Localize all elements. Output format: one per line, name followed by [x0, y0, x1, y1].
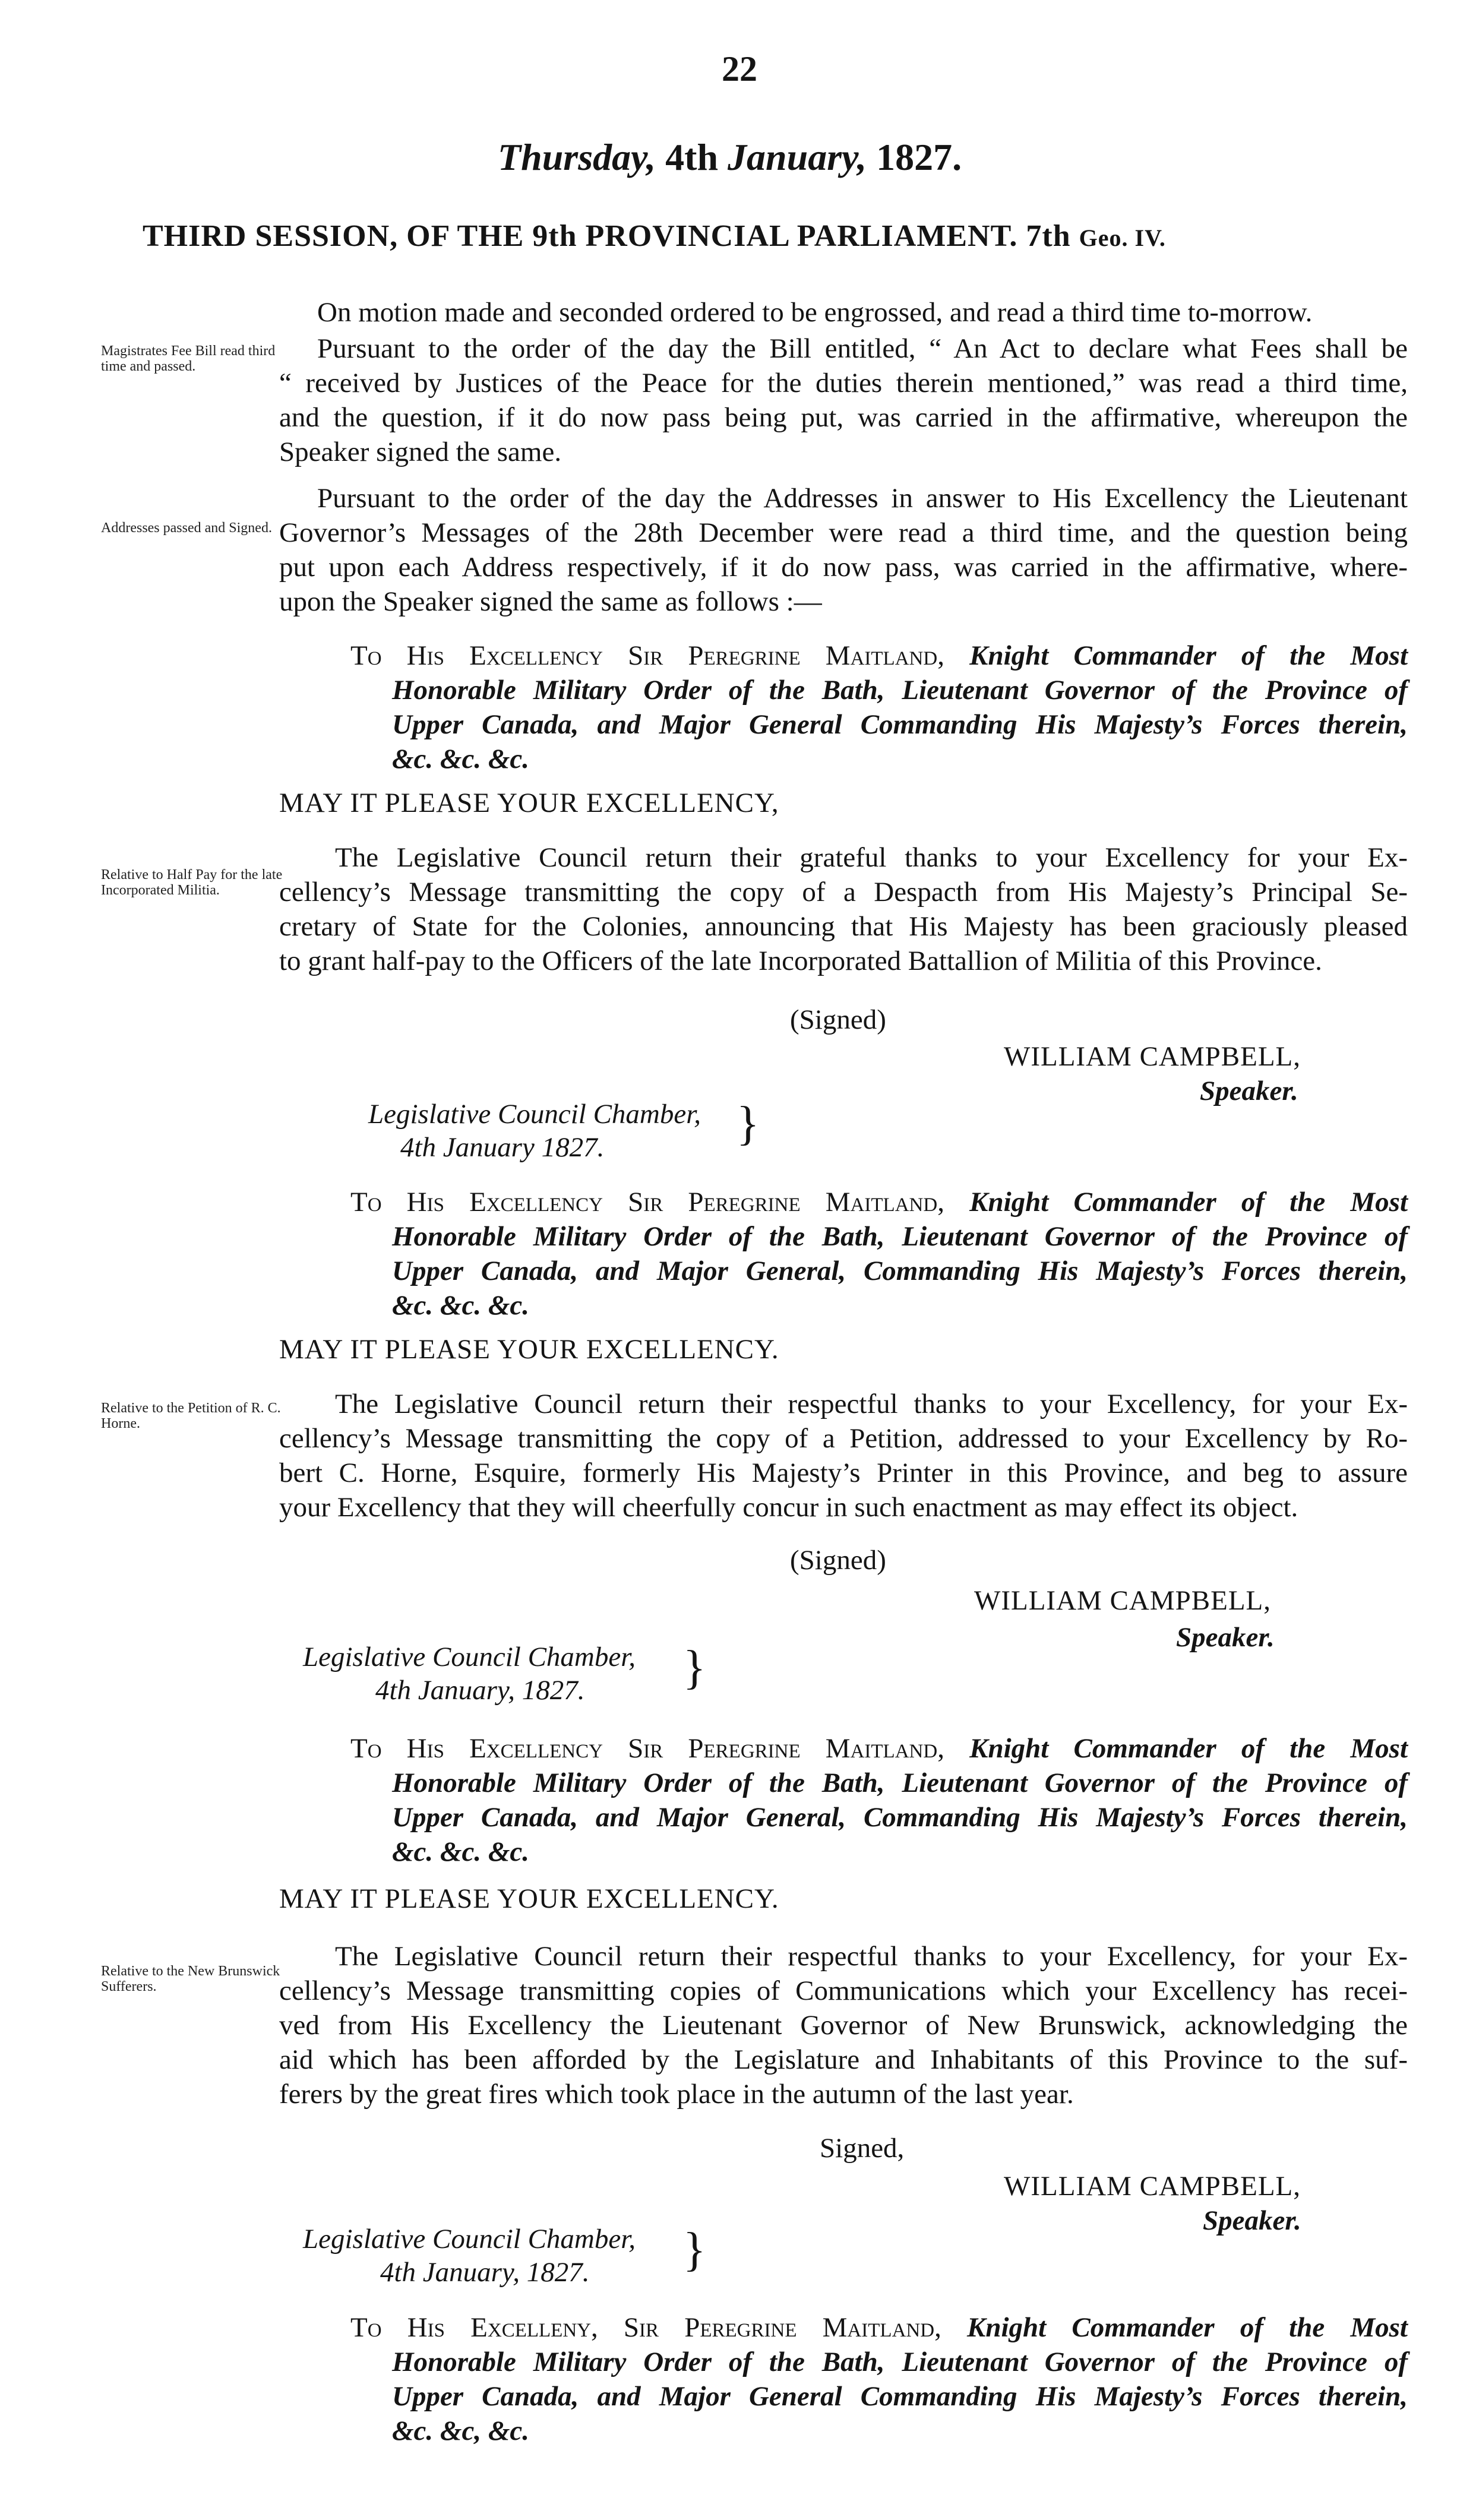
text-line: Upper Canada, and Major General Commanding His Majesty’s Forces therein,	[392, 709, 1408, 740]
session-main: THIRD SESSION, OF THE 9th PROVINCIAL PARLIAMENT. 7th	[143, 219, 1071, 253]
text-line: The Legislative Council return their grateful thanks to your Excellency for your Ex-	[335, 842, 1408, 873]
text-line: Honorable Military Order of the Bath, Lieutenant Governor of the Province of	[392, 1768, 1408, 1798]
text-line: &c. &c. &c.	[392, 744, 530, 774]
address-heading-4	[350, 2310, 1408, 2448]
chamber-name: Legislative Council Chamber,	[303, 1642, 636, 1672]
address-title: Knight Commander of the Most	[969, 640, 1408, 671]
brace-1: }	[737, 1098, 760, 1150]
text-line: Upper Canada, and Major General, Commanding His Majesty’s Forces therein,	[392, 1256, 1408, 1286]
salutation-3: MAY IT PLEASE YOUR EXCELLENCY.	[279, 1883, 779, 1914]
text-line: Honorable Military Order of the Bath, Lieutenant Governor of the Province of	[392, 2347, 1408, 2377]
speaker-2: Speaker.	[1176, 1622, 1275, 1653]
session-heading	[143, 219, 1166, 254]
text-line: put upon each Address respectively, if it do now pass, was carried in the affirmative, where-	[279, 552, 1408, 583]
address-lead: To His Excellency Sir Peregrine Maitland,	[350, 640, 944, 671]
chamber-2	[303, 1640, 636, 1707]
address-body-3	[279, 1939, 1408, 2111]
text-line: and the question, if it do now pass being put, was carried in the affirmative, whereupon the	[279, 402, 1408, 433]
margin-note-fee-bill: Magistrates Fee Bill read third time and passed.	[101, 343, 276, 374]
chamber-name: Legislative Council Chamber,	[303, 2224, 636, 2255]
address-title: Knight Commander of the Most	[969, 1733, 1408, 1764]
text-line: &c. &c. &c.	[392, 1290, 530, 1321]
text-line: The Legislative Council return their respectful thanks to your Excellency, for your Ex-	[335, 1389, 1408, 1419]
signed-1: (Signed)	[790, 1004, 886, 1035]
text-line: to grant half-pay to the Officers of the late Incorporated Battallion of Militia of this Province.	[279, 946, 1322, 976]
text-line: cellency’s Message transmitting the copy of a Petition, addressed to your Excellency by Ro-	[279, 1423, 1408, 1454]
text-line: Pursuant to the order of the day the Addresses in answer to His Excellency the Lieutenant	[317, 483, 1408, 514]
paragraph-addresses	[279, 481, 1408, 619]
chamber-3	[303, 2222, 636, 2289]
signer-3: WILLIAM CAMPBELL,	[1004, 2171, 1301, 2202]
dateline-year: 1827.	[876, 136, 962, 178]
speaker-3: Speaker.	[1203, 2205, 1301, 2236]
paragraph-motion	[317, 295, 1408, 330]
address-lead: To His Excelleny, Sir Peregrine Maitland,	[350, 2312, 941, 2343]
text-line: The Legislative Council return their respectful thanks to your Excellency, for your Ex-	[335, 1941, 1408, 1972]
address-lead-line	[350, 638, 1408, 673]
address-title: Knight Commander of the Most	[969, 1187, 1408, 1218]
text-line: ferers by the great fires which took place in the autumn of the last year.	[279, 2079, 1074, 2110]
text-line: Honorable Military Order of the Bath, Lieutenant Governor of the Province of	[392, 1221, 1408, 1252]
text-line: Upper Canada, and Major General Commanding His Majesty’s Forces therein,	[392, 2381, 1408, 2412]
text-line: “ received by Justices of the Peace for the duties therein mentioned,” was read a third time,	[279, 368, 1408, 399]
text-line: Governor’s Messages of the 28th December were read a third time, and the question being	[279, 517, 1408, 548]
text-line: &c. &c. &c.	[392, 1836, 530, 1867]
brace-2: }	[683, 1642, 706, 1694]
text-line: Honorable Military Order of the Bath, Lieutenant Governor of the Province of	[392, 675, 1408, 706]
dateline-date: 4th	[665, 136, 719, 178]
chamber-1	[368, 1098, 701, 1164]
dateline-month: January,	[728, 136, 867, 178]
signed-2: (Signed)	[790, 1545, 886, 1576]
text-line: cretary of State for the Colonies, announcing that His Majesty has been graciously pleased	[279, 911, 1408, 942]
address-heading-1	[350, 638, 1408, 776]
text-line: aid which has been afforded by the Legislature and Inhabitants of this Province to the suf-	[279, 2044, 1408, 2075]
address-lead: To His Excellency Sir Peregrine Maitland,	[350, 1187, 944, 1218]
address-body-2	[279, 1387, 1408, 1525]
chamber-date: 4th January, 1827.	[375, 1675, 585, 1706]
address-lead-line	[350, 1185, 1408, 1219]
text-line: cellency’s Message transmitting copies of Communications which your Excellency has recei-	[279, 1975, 1408, 2006]
brace-3: }	[683, 2224, 706, 2276]
text-line: &c. &c, &c.	[392, 2415, 530, 2446]
address-lead-line	[350, 1731, 1408, 1766]
margin-note-horne: Relative to the Petition of R. C. Horne.	[101, 1400, 281, 1431]
dateline-day: Thursday,	[498, 136, 656, 178]
text-line: Upper Canada, and Major General, Commanding His Majesty’s Forces therein,	[392, 1802, 1408, 1833]
address-title: Knight Commander of the Most	[967, 2312, 1408, 2343]
text-line: cellency’s Message transmitting the copy of a Despacth from His Majesty’s Principal Se-	[279, 877, 1408, 908]
chamber-date: 4th January 1827.	[400, 1132, 605, 1163]
chamber-name: Legislative Council Chamber,	[368, 1099, 701, 1130]
chamber-date: 4th January, 1827.	[380, 2257, 590, 2288]
paragraph-fee-bill	[279, 331, 1408, 469]
address-lead-line	[350, 2310, 1408, 2345]
margin-note-addresses: Addresses passed and Signed.	[101, 520, 272, 536]
salutation-2: MAY IT PLEASE YOUR EXCELLENCY.	[279, 1334, 779, 1365]
margin-note-half-pay: Relative to Half Pay for the late Incorporated Militia.	[101, 867, 283, 898]
address-lead: To His Excellency Sir Peregrine Maitland,	[350, 1733, 944, 1764]
speaker-1: Speaker.	[1200, 1076, 1298, 1106]
dateline	[498, 135, 962, 179]
text-line: On motion made and seconded ordered to be engrossed, and read a third time to-morrow.	[317, 297, 1313, 328]
address-body-1	[279, 840, 1408, 978]
text-line: your Excellency that they will cheerfully concur in such enactment as may effect its object.	[279, 1492, 1298, 1523]
text-line: bert C. Horne, Esquire, formerly His Majesty’s Printer in this Province, and beg to assure	[279, 1457, 1408, 1488]
page-number: 22	[722, 49, 757, 88]
signer-1: WILLIAM CAMPBELL,	[1004, 1041, 1301, 1072]
margin-note-new-brunswick: Relative to the New Brunswick Sufferers.	[101, 1963, 280, 1994]
text-line: Speaker signed the same.	[279, 437, 562, 467]
signed-3: Signed,	[820, 2133, 905, 2164]
text-line: upon the Speaker signed the same as follows :—	[279, 586, 822, 617]
address-heading-3	[350, 1731, 1408, 1869]
signer-2: WILLIAM CAMPBELL,	[974, 1585, 1272, 1616]
salutation-1: MAY IT PLEASE YOUR EXCELLENCY,	[279, 788, 779, 818]
session-geo: Geo. IV.	[1079, 225, 1166, 251]
text-line: Pursuant to the order of the day the Bill entitled, “ An Act to declare what Fees shall be	[317, 333, 1408, 364]
text-line: ved from His Excellency the Lieutenant Governor of New Brunswick, acknowledging the	[279, 2010, 1408, 2041]
address-heading-2	[350, 1185, 1408, 1323]
